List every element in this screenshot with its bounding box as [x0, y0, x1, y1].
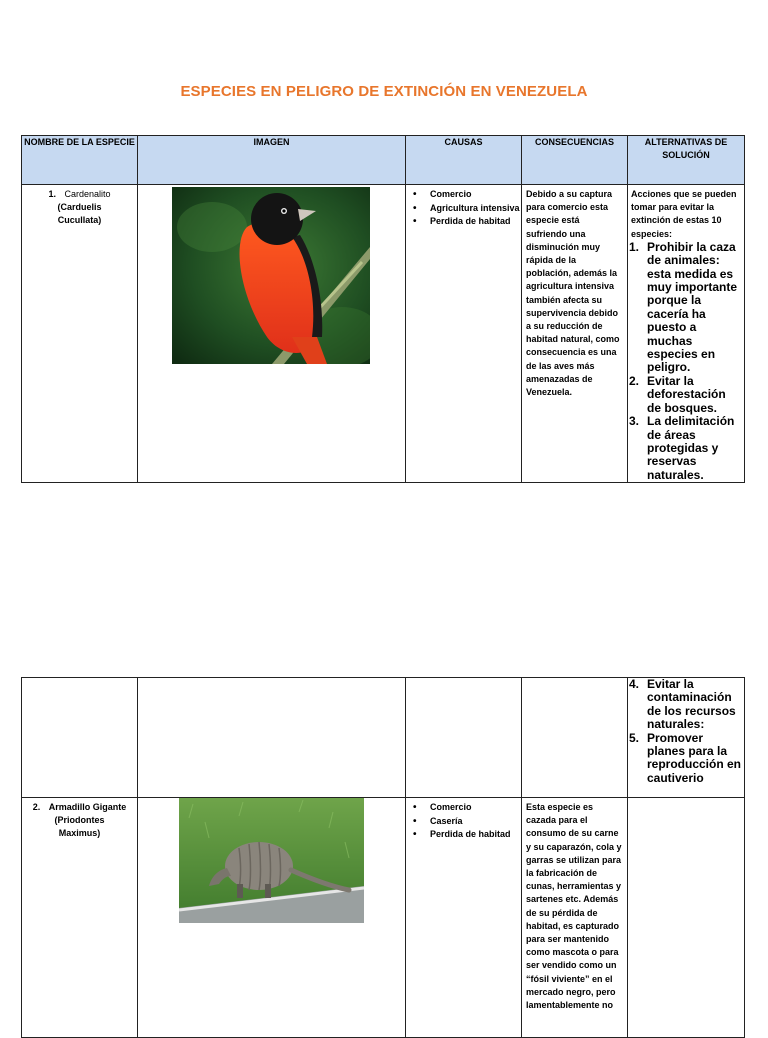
species-2-consequences-cell [522, 798, 628, 1038]
alternatives-list-continued [628, 678, 744, 785]
continued-image-cell [138, 678, 406, 798]
species-2-scientific-name: (Priodontes Maximus) [54, 815, 105, 838]
species-1-name-cell [22, 185, 138, 483]
alternative-item: 4. Evitar la contaminación de los recursos naturales: [629, 677, 736, 732]
header-alternatives: ALTERNATIVAS DE SOLUCIÓN [628, 136, 745, 185]
species-1-alternatives-cell [628, 185, 745, 483]
species-1-causes-list [406, 188, 521, 229]
table-row-species-1 [22, 185, 745, 483]
species-1-common-name: Cardenalito [64, 189, 111, 199]
species-2-name-cell [22, 798, 138, 1038]
document-title: ESPECIES EN PELIGRO DE EXTINCIÓN EN VENEZUELA [180, 83, 588, 100]
species-2-consequences-text: Esta especie es cazada para el consumo de su carne y su caparazón, cola y garras se utilizan para la fabricación de cunas, herramientas y sartenes etc. Además de su pérdida de habitad, es capturado para ser mantenido como mascota o para ser vendido como un “fósil viviente” en el mercado negro, pero lamentablemente no [526, 802, 622, 1011]
species-2-alternatives-cell [628, 798, 745, 1038]
species-1-consequences-text: Debido a su captura para comercio esta especie está sufriendo una disminución muy rápida de la población, además la agricultura intensiva también afecta su supervivencia debido a su reducción de habitad natural, como consecuencia es una de las aves más amenazadas de Venezuela. [526, 189, 620, 398]
header-image: IMAGEN [138, 136, 406, 185]
header-name: NOMBRE DE LA ESPECIE [22, 136, 138, 185]
species-1-consequences-cell [522, 185, 628, 483]
alternative-item: 3. La delimitación de áreas protegidas y reservas naturales. [629, 414, 735, 482]
species-table-page-1 [21, 135, 745, 483]
cause-item: • Perdida de habitad [430, 828, 521, 842]
alternatives-list [628, 241, 744, 482]
continued-alternatives-cell [628, 678, 745, 798]
continued-causes-cell [406, 678, 522, 798]
species-2-number: 2. [32, 802, 41, 812]
alternative-item: 2. Evitar la deforestación de bosques. [629, 373, 726, 415]
cause-item: • Perdida de habitad [430, 215, 521, 229]
cause-item: • Casería [430, 815, 521, 829]
species-1-image-cell [138, 185, 406, 483]
header-causes: CAUSAS [406, 136, 522, 185]
alternative-item: 1. Prohibir la caza de animales: esta medida es muy importante porque la cacería ha puesto a muchas especies en peligro. [629, 239, 738, 375]
cause-item: • Comercio [430, 188, 521, 202]
species-1-scientific-name: (Carduelis Cucullata) [57, 202, 102, 225]
table-header-row [22, 136, 745, 185]
species-2-causes-cell [406, 798, 522, 1038]
continued-consequences-cell [522, 678, 628, 798]
cause-item: • Comercio [430, 801, 521, 815]
red-siskin-bird-photo-icon [172, 187, 370, 364]
species-1-number: 1. [48, 189, 56, 199]
species-2-image-cell [138, 798, 406, 1038]
header-consequences: CONSECUENCIAS [522, 136, 628, 185]
alternative-item: 5. Promover planes para la reproducción en cautiverio [629, 730, 742, 785]
continued-name-cell [22, 678, 138, 798]
species-table-page-2 [21, 677, 745, 1038]
alternatives-intro: Acciones que se pueden tomar para evitar la extinción de estas 10 especies: [631, 189, 737, 239]
giant-armadillo-photo-icon [179, 798, 364, 923]
table-row-continued [22, 678, 745, 798]
species-2-common-name: Armadillo Gigante [48, 802, 127, 812]
species-1-causes-cell [406, 185, 522, 483]
species-2-causes-list [406, 801, 521, 842]
table-row-species-2 [22, 798, 745, 1038]
cause-item: • Agricultura intensiva [430, 202, 521, 216]
